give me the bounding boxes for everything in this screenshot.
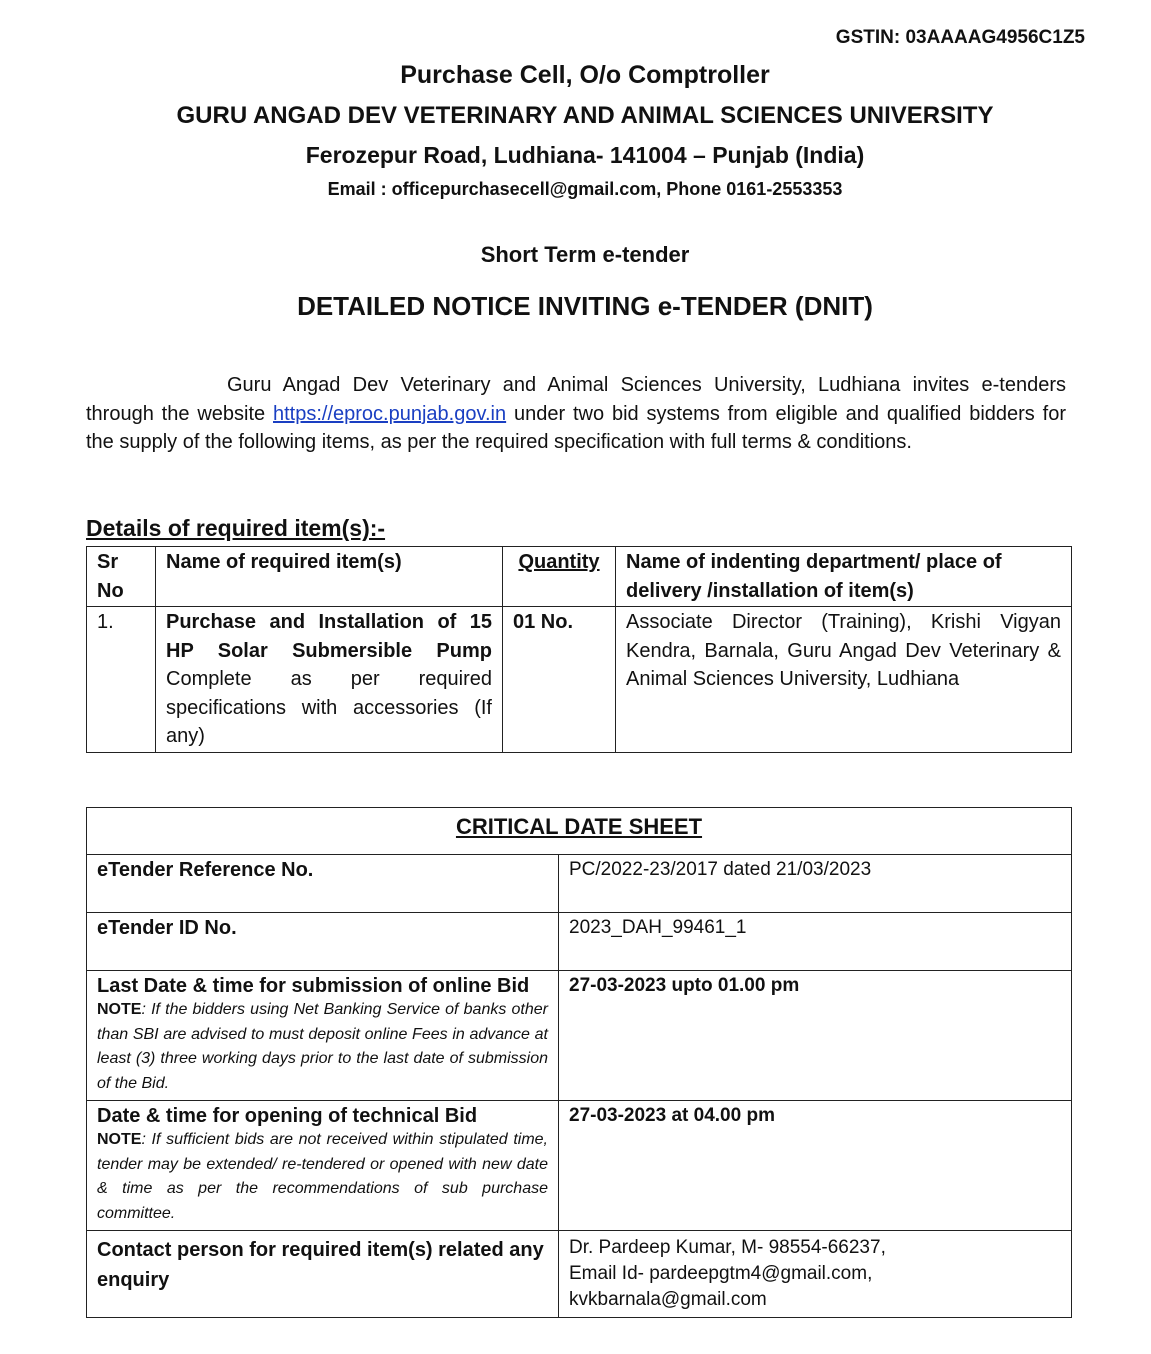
opening-label: Date & time for opening of technical Bid	[97, 1105, 478, 1127]
critical-date-sheet-title: CRITICAL DATE SHEET	[87, 808, 1072, 855]
document-title: DETAILED NOTICE INVITING e-TENDER (DNIT)	[297, 291, 873, 321]
note-prefix: NOTE	[97, 1131, 142, 1148]
note-prefix: NOTE	[97, 1001, 142, 1018]
item-department: Associate Director (Training), Krishi Vigyan Kendra, Barnala, Guru Angad Dev Veterinary & Animal Sciences University, Ludhiana	[616, 607, 1072, 753]
opening-value: 27-03-2023 at 04.00 pm	[559, 1101, 1072, 1231]
submission-note	[97, 998, 548, 1096]
ref-value: PC/2022-23/2017 dated 21/03/2023	[559, 855, 1072, 913]
submission-cell	[87, 971, 559, 1101]
university-name: GURU ANGAD DEV VETERINARY AND ANIMAL SCIENCES UNIVERSITY	[176, 102, 994, 129]
items-heading: Details of required item(s):-	[86, 515, 386, 541]
ref-label: eTender Reference No.	[87, 855, 559, 913]
col-department: Name of indenting department/ place of delivery /installation of item(s)	[616, 547, 1072, 607]
table-row	[87, 607, 1072, 753]
contact-line-1: Dr. Pardeep Kumar, M- 98554-66237,	[569, 1237, 886, 1258]
intro-text-start: Guru Angad Dev Veterinary and Animal Sciences University, Ludhiana invites e-tenders through the website	[86, 374, 1066, 425]
items-table	[86, 546, 1072, 753]
university-address: Ferozepur Road, Ludhiana- 141004 – Punjab (India)	[305, 142, 865, 168]
submission-value: 27-03-2023 upto 01.00 pm	[559, 971, 1072, 1101]
contact-label: Contact person for required item(s) related any enquiry	[87, 1231, 559, 1318]
item-quantity	[503, 607, 616, 753]
critical-date-sheet	[86, 807, 1072, 1318]
item-name-cell	[156, 607, 503, 753]
eproc-link[interactable]: https://eproc.punjab.gov.in	[273, 402, 507, 425]
intro-paragraph	[86, 371, 1066, 457]
col-quantity: Quantity	[503, 547, 616, 607]
col-item-name: Name of required item(s)	[156, 547, 503, 607]
contact-value	[559, 1231, 1072, 1318]
submission-label: Last Date & time for submission of online Bid	[97, 975, 530, 997]
item-name-bold: Purchase and Installation of 15 HP Solar Submersible Pump	[166, 611, 492, 662]
item-quantity-value: 01 No.	[513, 611, 574, 633]
item-sr: 1.	[87, 607, 156, 753]
id-label: eTender ID No.	[87, 913, 559, 971]
gstin-number: GSTIN: 03AAAAG4956C1Z5	[835, 27, 1085, 48]
items-header-row	[87, 547, 1072, 607]
contact-line-3: kvkbarnala@gmail.com	[569, 1289, 767, 1310]
office-name: Purchase Cell, O/o Comptroller	[400, 61, 770, 89]
item-name-detail: Complete as per required specifications with accessories (If any)	[166, 668, 492, 747]
opening-cell	[87, 1101, 559, 1231]
contact-info: Email : officepurchasecell@gmail.com, Phone 0161-2553353	[327, 179, 843, 199]
id-value: 2023_DAH_99461_1	[559, 913, 1072, 971]
intro-text-end: under two bid systems from eligible and qualified bidders for the supply of the following items, as per the required specification with full terms & conditions.	[86, 402, 1066, 453]
col-sr-no: Sr No	[87, 547, 156, 607]
opening-note	[97, 1128, 548, 1226]
contact-line-2: Email Id- pardeepgtm4@gmail.com,	[569, 1263, 873, 1284]
note-text: : If sufficient bids are not received within stipulated time, tender may be extended/ re-tendered or opened with new date & time as per the recommendations of sub purchase committee.	[97, 1131, 548, 1222]
tender-type: Short Term e-tender	[480, 242, 690, 267]
note-text: : If the bidders using Net Banking Service of banks other than SBI are advised to must deposit online Fees in advance at least (3) three working days prior to the last date of submission of the Bid.	[97, 1001, 548, 1092]
